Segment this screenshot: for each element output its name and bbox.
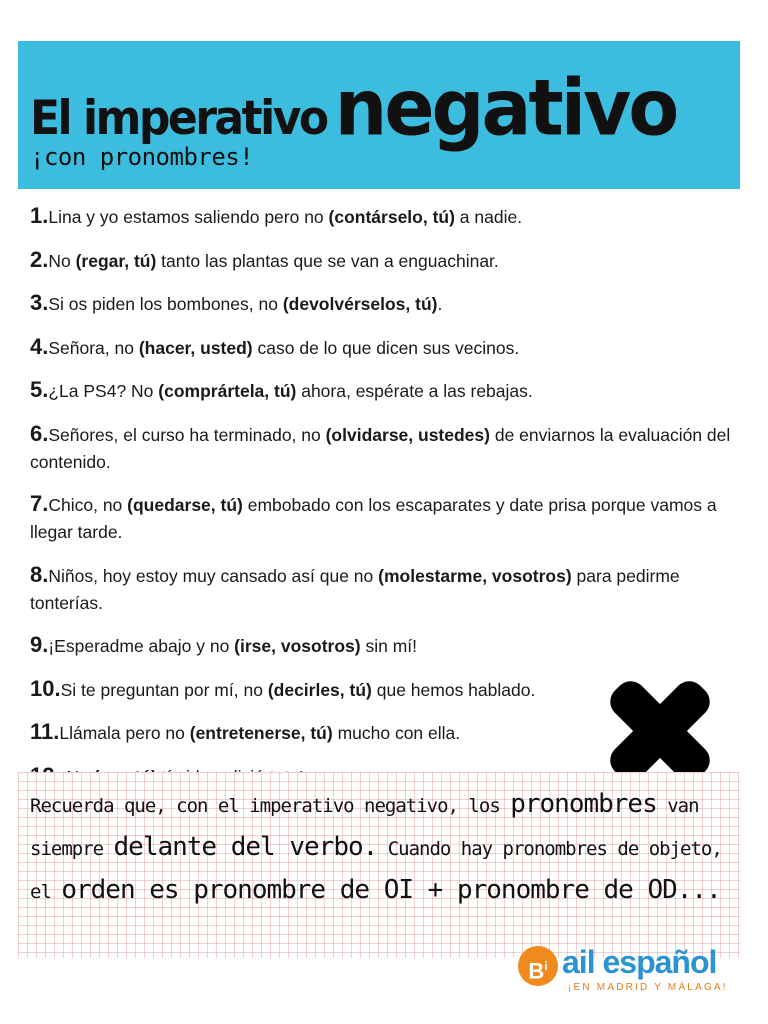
exercise-item: 11.Llámala pero no (entretenerse, tú) mucho con ella.: [30, 719, 461, 744]
note-highlight: pronombres: [510, 789, 657, 819]
note-highlight: orden es pronombre de OI + pronombre de OD...: [61, 875, 721, 905]
title-small: El imperativo: [30, 90, 327, 147]
exercise-item: 4.Señora, no (hacer, usted) caso de lo que dicen sus vecinos.: [30, 333, 520, 359]
exercise-item: 7.Chico, no (quedarse, tú) embobado con los escaparates y date prisa porque vamos a llegar tarde.: [30, 491, 717, 542]
logo-badge: $B^i$: [518, 946, 558, 986]
title-banner: [18, 41, 740, 189]
exercise-item: 6.Señores, el curso ha terminado, no (olvidarse, ustedes) de enviarnos la evaluación del contenido.: [30, 420, 731, 472]
page-title: [30, 62, 677, 154]
note-text: Recuerda que, con el imperativo negativo, los pronombres van siempre delante del verbo. Cuando hay pronombres de objeto, el orden es pronombre de OI + pronombre de OD...: [30, 789, 722, 905]
logo-name: ail español: [562, 944, 717, 980]
note-highlight: delante del verbo.: [113, 832, 378, 862]
x-mark-icon: [604, 675, 716, 787]
exercise-item: 10.Si te preguntan por mí, no (decirles, tú) que hemos hablado.: [30, 675, 536, 701]
exercise-item: 5.¿La PS4? No (comprártela, tú) ahora, espérate a las rebajas.: [30, 377, 533, 402]
title-big: negativo: [334, 62, 677, 154]
exercise-item: 3.Si os piden los bombones, no (devolvérselos, tú).: [30, 290, 443, 315]
grammar-note: [18, 772, 740, 958]
school-logo: [518, 944, 748, 1000]
exercise-item: 9.¡Esperadme abajo y no (irse, vosotros) sin mí!: [30, 632, 418, 657]
exercise-item: 1.Lina y yo estamos saliendo pero no (contárselo, tú) a nadie.: [30, 203, 523, 228]
exercise-item: 2.No (regar, tú) tanto las plantas que se van a enguachinar.: [30, 246, 499, 272]
page-subtitle: ¡con pronombres!: [30, 143, 254, 171]
logo-tagline: ¡EN MADRID Y MÁLAGA!: [568, 982, 728, 993]
exercise-item: 8.Niños, hoy estoy muy cansado así que no (molestarme, vosotros) para pedirme tonterías.: [30, 561, 680, 613]
